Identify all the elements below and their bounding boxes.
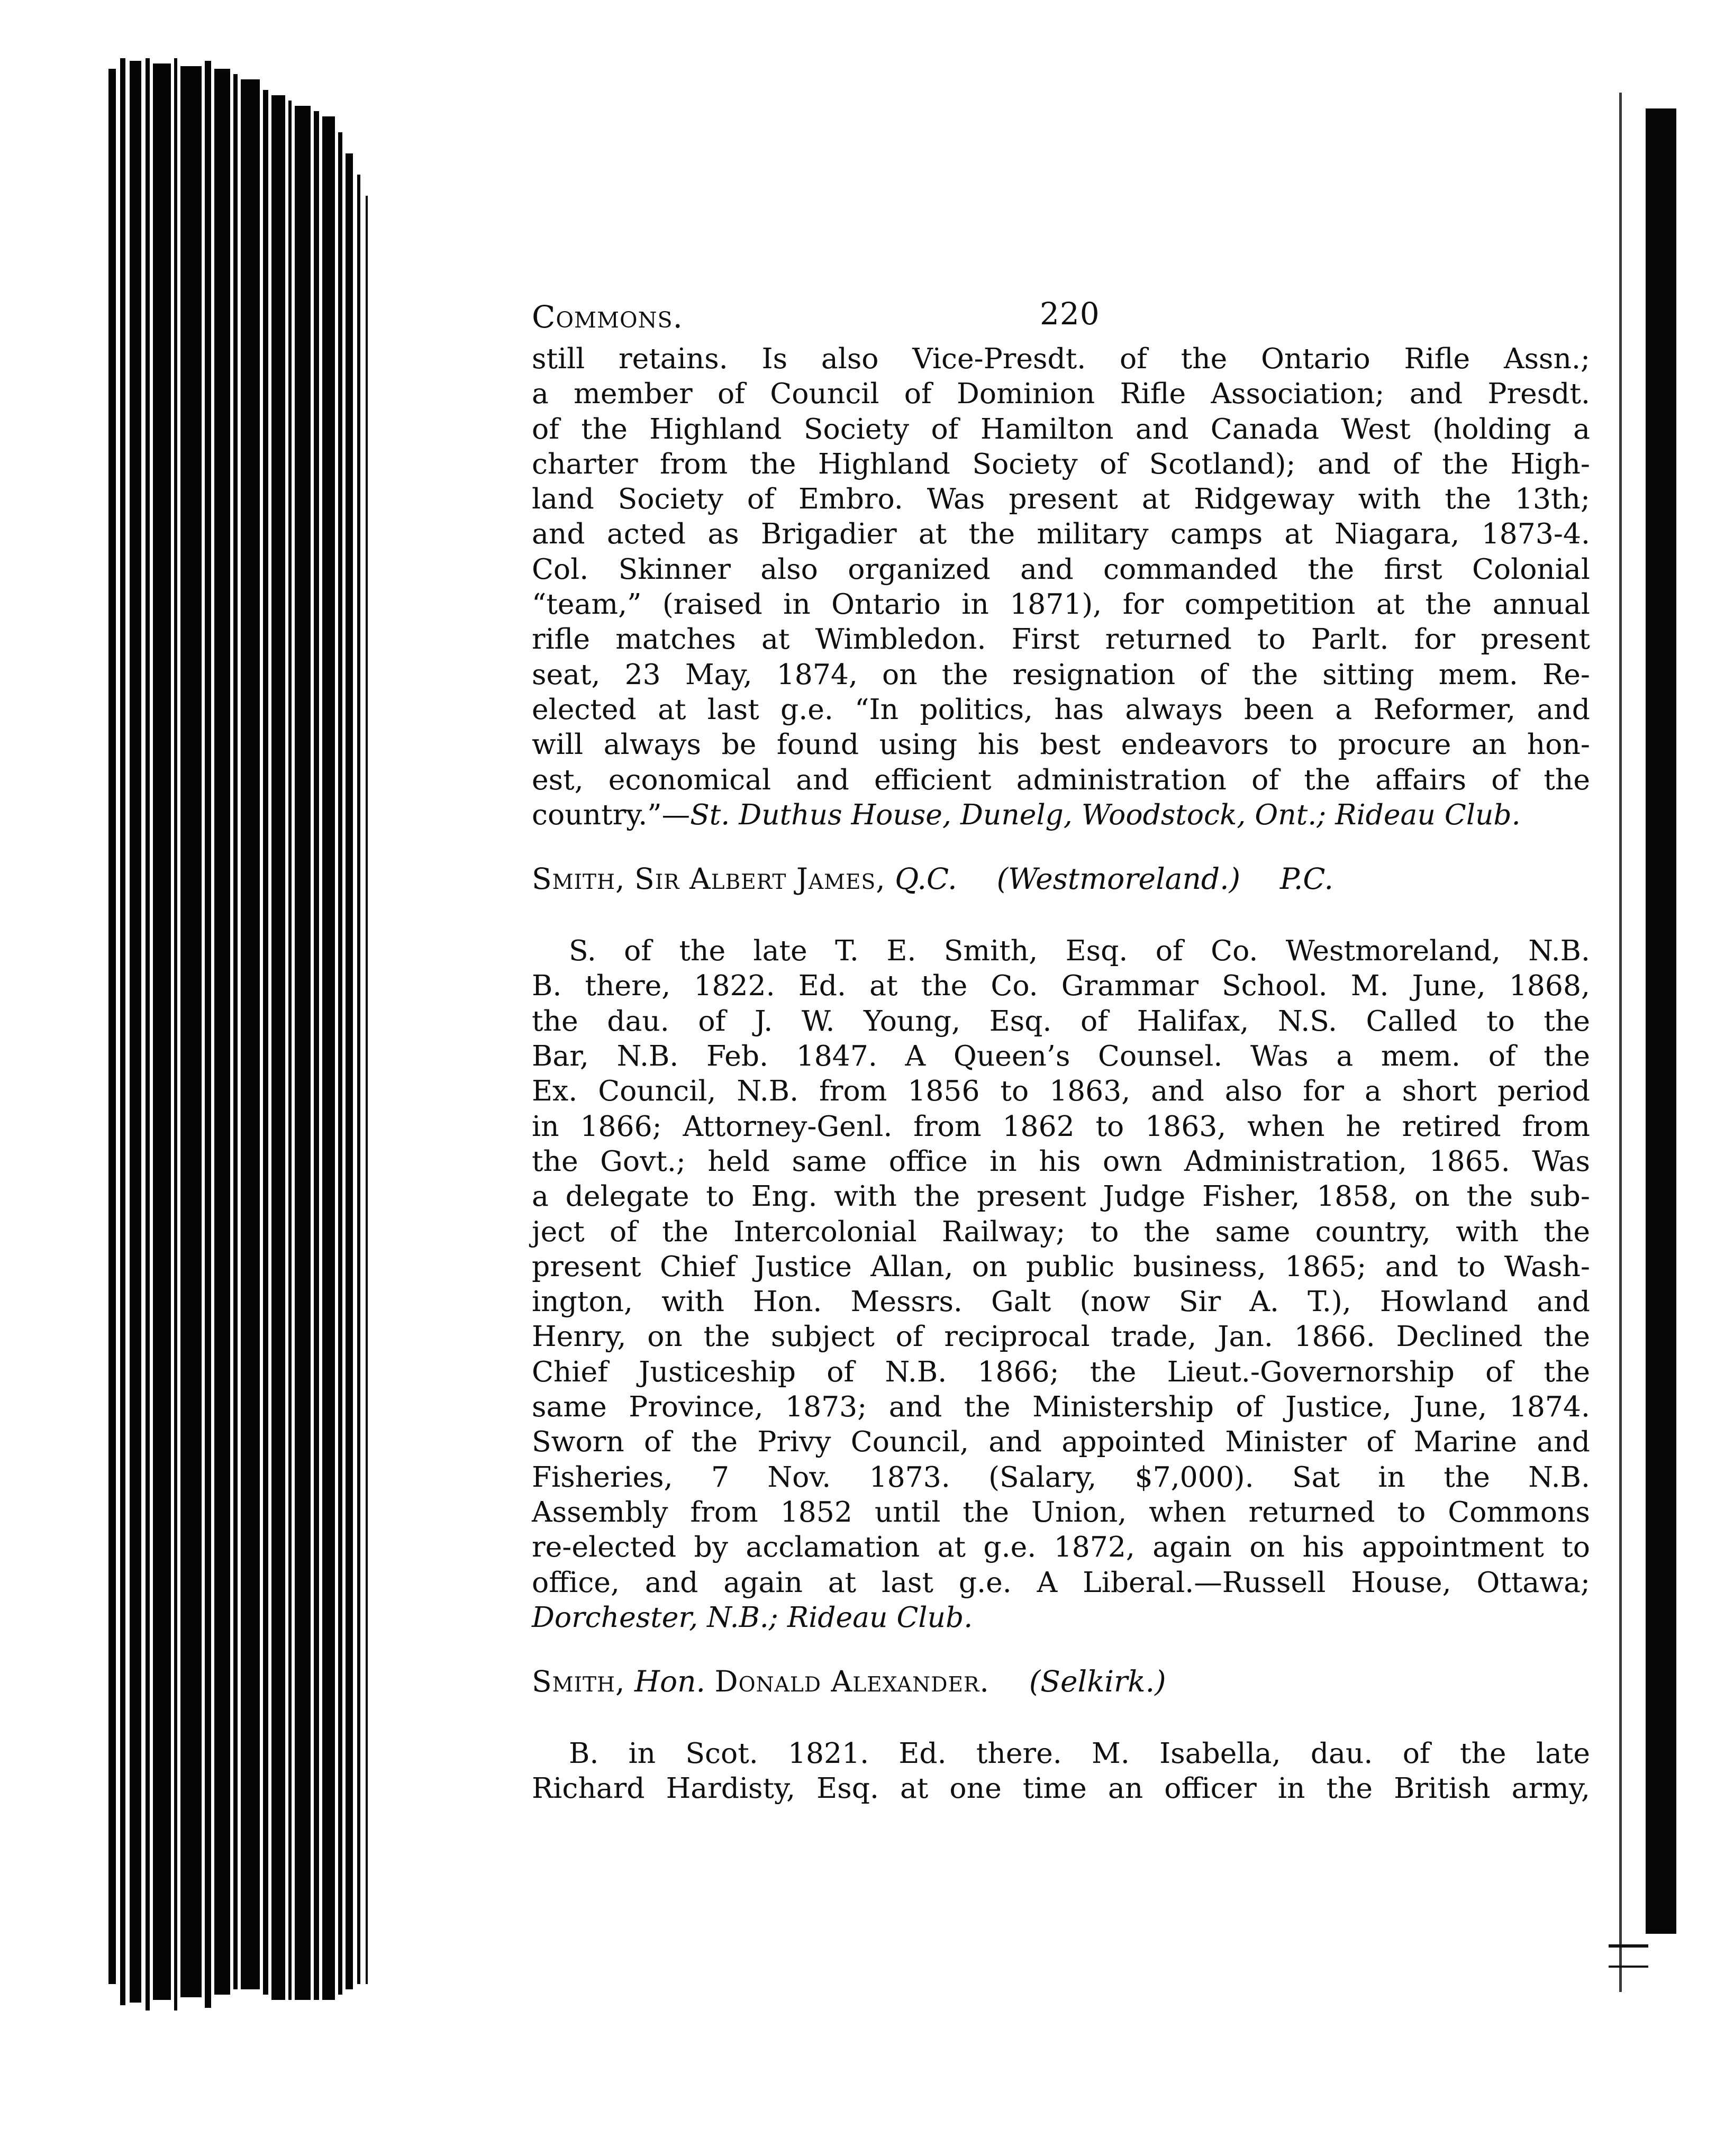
text-line: a delegate to Eng. with the present Judge Fisher, 1858, on the sub- <box>532 1179 1590 1213</box>
text-line: “team,” (raised in Ontario in 1871), for competition at the annual <box>532 587 1590 621</box>
text-line: in 1866; Attorney-Genl. from 1862 to 1863, when he retired from <box>532 1109 1590 1143</box>
text-line: charter from the Highland Society of Scotland); and of the High- <box>532 447 1590 480</box>
edge-mark <box>1609 1944 1648 1948</box>
text-line: office, and again at last g.e. A Liberal.—Russell House, Ottawa; <box>532 1565 1590 1599</box>
edge-mark <box>1609 1966 1648 1968</box>
entry-heading-smith-albert <box>532 861 1590 896</box>
text-line: present Chief Justice Allan, on public business, 1865; and to Wash- <box>532 1249 1590 1283</box>
text-line: Dorchester, N.B.; Rideau Club. <box>532 1600 973 1634</box>
next-page-edge <box>1646 108 1676 1934</box>
section-title: Commons. <box>532 299 683 335</box>
entry-body-smith-albert <box>532 933 1590 1635</box>
text-line: the dau. of J. W. Young, Esq. of Halifax, N.S. Called to the <box>532 1004 1590 1038</box>
text-line: of the Highland Society of Hamilton and Canada West (holding a <box>532 412 1590 445</box>
text-line: Chief Justiceship of N.B. 1866; the Lieut.-Governorship of the <box>532 1354 1590 1388</box>
text-line: Assembly from 1852 until the Union, when returned to Commons <box>532 1495 1590 1529</box>
page-edge-line <box>1619 93 1622 1992</box>
text-line: ject of the Intercolonial Railway; to the same country, with the <box>532 1214 1590 1248</box>
text-line: Bar, N.B. Feb. 1847. A Queen’s Counsel. Was a mem. of the <box>532 1039 1590 1073</box>
text-line: ington, with Hon. Messrs. Galt (now Sir A. T.), Howland and <box>532 1285 1590 1318</box>
text-line: Henry, on the subject of reciprocal trade, Jan. 1866. Declined the <box>532 1320 1590 1353</box>
text-line: a member of Council of Dominion Rifle Association; and Presdt. <box>532 377 1590 411</box>
constituency: (Selkirk.) <box>1029 1664 1166 1699</box>
quote-end: country.”— <box>532 797 691 831</box>
given-names: Sir Albert James, <box>634 862 886 896</box>
text-line: land Society of Embro. Was present at Ridgeway with the 13th; <box>532 482 1590 516</box>
entry-heading-smith-donald <box>532 1664 1590 1699</box>
constituency: (Westmoreland.) <box>996 862 1241 896</box>
text-line: still retains. Is also Vice-Presdt. of the Ontario Rifle Assn.; <box>532 342 1590 375</box>
text-line: seat, 23 May, 1874, on the resignation of the sitting mem. Re- <box>532 657 1590 691</box>
pc-title: P.C. <box>1280 862 1333 896</box>
surname: Smith, <box>532 862 625 896</box>
text-line: B. there, 1822. Ed. at the Co. Grammar School. M. June, 1868, <box>532 969 1590 1003</box>
text-line: Ex. Council, N.B. from 1856 to 1863, and also for a short period <box>532 1074 1590 1108</box>
text-line: the Govt.; held same office in his own Administration, 1865. Was <box>532 1144 1590 1178</box>
text-line: rifle matches at Wimbledon. First returned to Parlt. for present <box>532 622 1590 656</box>
book-page <box>532 294 1590 1806</box>
page-number: 220 <box>1040 296 1100 332</box>
continuation-paragraph <box>532 341 1590 832</box>
text-line: and acted as Brigadier at the military camps at Niagara, 1873-4. <box>532 517 1590 551</box>
surname: Smith, <box>532 1664 625 1699</box>
text-line: Col. Skinner also organized and commanded the first Colonial <box>532 552 1590 586</box>
text-line: re-elected by acclamation at g.e. 1872, again on his appointment to <box>532 1530 1590 1564</box>
text-line: B. in Scot. 1821. Ed. there. M. Isabella, dau. of the late <box>569 1736 1590 1770</box>
running-head <box>532 294 1590 341</box>
text-line: will always be found using his best endeavors to procure an hon- <box>532 727 1590 761</box>
entry-body-smith-donald <box>532 1736 1590 1806</box>
text-line: Richard Hardisty, Esq. at one time an officer in the British army, <box>532 1771 1590 1805</box>
text-line: Sworn of the Privy Council, and appointed Minister of Marine and <box>532 1425 1590 1459</box>
text-line <box>532 797 1590 832</box>
text-line: S. of the late T. E. Smith, Esq. of Co. Westmoreland, N.B. <box>569 934 1590 968</box>
text-line: elected at last g.e. “In politics, has always been a Reformer, and <box>532 692 1590 726</box>
text-line: same Province, 1873; and the Ministership of Justice, June, 1874. <box>532 1390 1590 1424</box>
address: St. Duthus House, Dunelg, Woodstock, Ont.; Rideau Club. <box>690 797 1521 831</box>
honorific: Hon. <box>634 1664 705 1699</box>
given-names: Donald Alexander. <box>714 1664 989 1699</box>
scanned-binding-edge <box>108 58 384 2016</box>
qc-title: Q.C. <box>895 862 957 896</box>
text-line: Fisheries, 7 Nov. 1873. (Salary, $7,000). Sat in the N.B. <box>532 1460 1590 1494</box>
text-line: est, economical and efficient administration of the affairs of the <box>532 762 1590 796</box>
